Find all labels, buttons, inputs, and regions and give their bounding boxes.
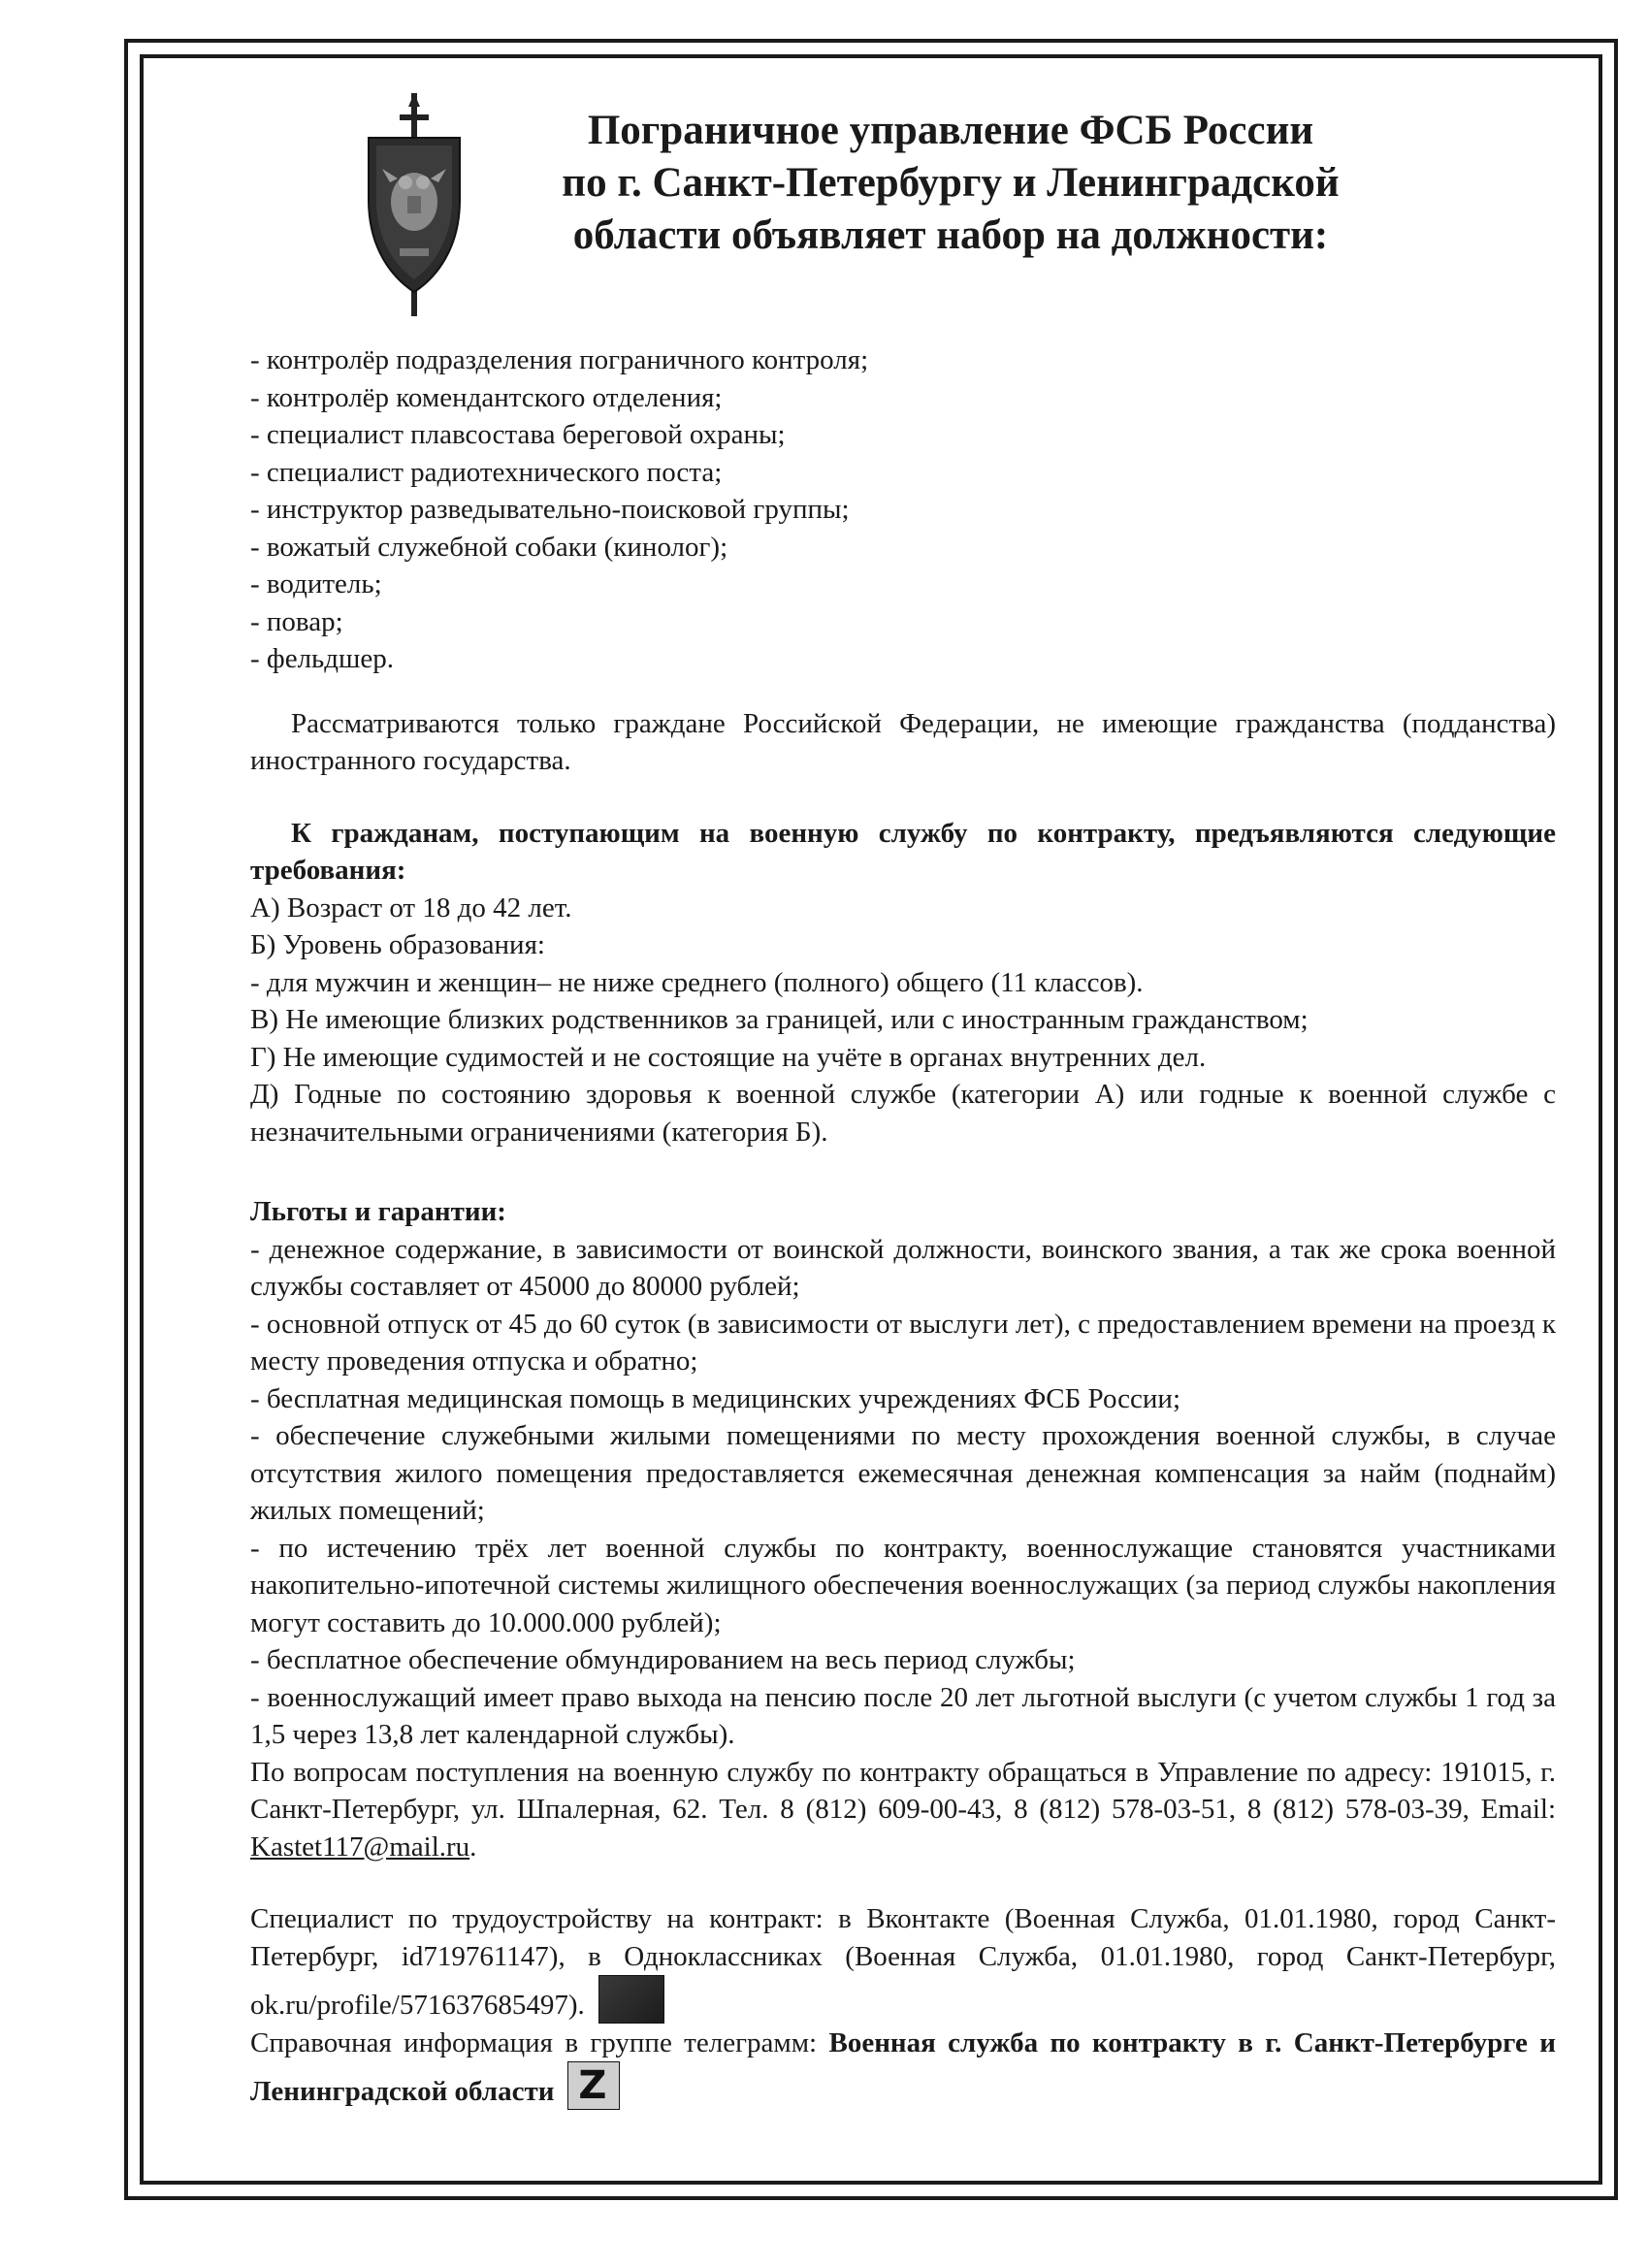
list-item: - военнослужащий имеет право выхода на пенсию после 20 лет льготной выслуги (с учетом службы 1 год за 1,5 через 13,8 лет календарной службы). bbox=[250, 1681, 1556, 1750]
email-link[interactable]: Kastet117@mail.ru bbox=[250, 1831, 470, 1863]
list-item: - специалист плавсостава береговой охраны; bbox=[250, 419, 786, 450]
contact-paragraph bbox=[250, 1754, 1556, 1866]
requirements-list bbox=[250, 890, 1556, 1151]
list-item: - фельдшер. bbox=[250, 643, 394, 674]
contact-text: По вопросам поступления на военную службу по контракту обращаться в Управление по адресу: 191015, г. Санкт-Петербург, ул. Шпалерная, 62. Тел. 8 (812) 609-00-43, 8 (812) 578-03-51, 8 (812) 578-03-39, Email: bbox=[250, 1756, 1556, 1825]
list-item: - водитель; bbox=[250, 568, 382, 599]
list-item: Г) Не имеющие судимостей и не состоящие на учёте в органах внутренних дел. bbox=[250, 1041, 1207, 1073]
citizenship-paragraph: Рассматриваются только граждане Российской Федерации, не имеющие гражданства (подданства) иностранного государства. bbox=[250, 707, 1556, 776]
contact-end: . bbox=[469, 1831, 477, 1863]
list-item: Д) Годные по состоянию здоровья к военной службе (категории А) или годные к военной службе с незначительными ограничениями (категория Б). bbox=[250, 1079, 1556, 1148]
telegram-paragraph bbox=[250, 2025, 1556, 2111]
list-item: - контролёр комендантского отделения; bbox=[250, 381, 723, 413]
list-item: - вожатый служебной собаки (кинолог); bbox=[250, 531, 728, 563]
specialist-paragraph bbox=[250, 1900, 1556, 2025]
list-item: - денежное содержание, в зависимости от воинской должности, воинского звания, а так же срока военной службы составляет от 45000 до 80000 рублей; bbox=[250, 1233, 1556, 1302]
list-item: - контролёр подразделения пограничного контроля; bbox=[250, 344, 869, 375]
list-item: В) Не имеющие близких родственников за границей, или с иностранным гражданством; bbox=[250, 1004, 1309, 1035]
z-letter: Z bbox=[578, 2063, 607, 2108]
fsb-emblem-icon bbox=[361, 93, 468, 316]
telegram-text: Справочная информация в группе телеграмм: bbox=[250, 2026, 829, 2058]
profile-thumbnail-icon bbox=[598, 1975, 664, 2024]
list-item: - основной отпуск от 45 до 60 суток (в зависимости от выслуги лет), с предоставлением времени на проезд к месту проведения отпуска и обратно; bbox=[250, 1308, 1556, 1377]
telegram-group-name: Военная служба по контракту в г. Санкт-Петербурге и Ленинградской области bbox=[250, 2026, 1556, 2107]
list-item: А) Возраст от 18 до 42 лет. bbox=[250, 891, 572, 923]
list-item: Б) Уровень образования: bbox=[250, 929, 545, 960]
page-title bbox=[514, 105, 1387, 262]
title-line-1: Пограничное управление ФСБ России bbox=[587, 108, 1314, 153]
document-body bbox=[250, 341, 1556, 2111]
benefits-list bbox=[250, 1231, 1556, 1754]
specialist-text: Специалист по трудоустройству на контракт: в Вконтакте (Военная Служба, 01.01.1980, город Санкт-Петербург, id719761147), в Одноклассниках (Военная Служба, 01.01.1980, город Санкт-Петербург, ok.ru/profile/571637685497). bbox=[250, 1903, 1556, 2021]
z-symbol-icon bbox=[567, 2061, 620, 2110]
list-item: - обеспечение служебными жилыми помещениями по месту прохождения военной службы, в случае отсутствия жилого помещения предоставляется ежемесячная денежная компенсация за найм (поднайм) жилых помещений; bbox=[250, 1420, 1556, 1526]
title-line-2: по г. Санкт-Петербургу и Ленинградской bbox=[562, 160, 1340, 206]
title-line-3: области объявляет набор на должности: bbox=[572, 212, 1329, 258]
list-item: - повар; bbox=[250, 605, 343, 637]
requirements-heading: К гражданам, поступающим на военную службу по контракту, предъявляются следующие требования: bbox=[250, 817, 1556, 886]
list-item: - бесплатная медицинская помощь в медицинских учреждениях ФСБ России; bbox=[250, 1382, 1181, 1414]
list-item: - инструктор разведывательно-поисковой группы; bbox=[250, 494, 850, 525]
positions-list bbox=[250, 341, 1556, 678]
list-item: - специалист радиотехнического поста; bbox=[250, 456, 723, 488]
list-item: - для мужчин и женщин– не ниже среднего (полного) общего (11 классов). bbox=[250, 966, 1144, 998]
list-item: - бесплатное обеспечение обмундированием на весь период службы; bbox=[250, 1644, 1076, 1675]
benefits-heading: Льготы и гарантии: bbox=[250, 1196, 506, 1227]
list-item: - по истечению трёх лет военной службы по контракту, военнослужащие становятся участниками накопительно-ипотечной системы жилищного обеспечения военнослужащих (за период службы накопления могут составить до 10.000.000 рублей); bbox=[250, 1532, 1556, 1638]
